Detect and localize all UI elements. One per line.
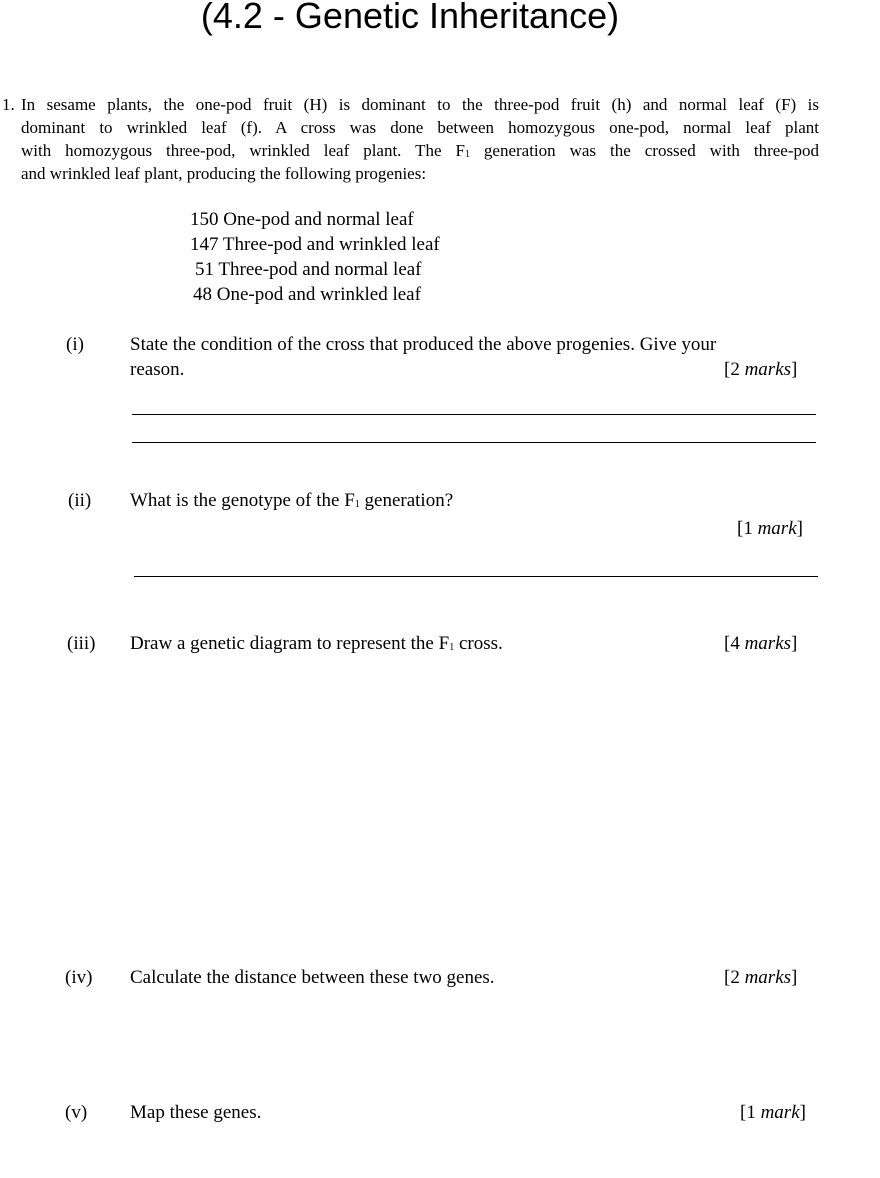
marks-label: [2 marks] [724,967,798,988]
progeny-row: 51 Three-pod and normal leaf [195,259,422,280]
sub-question-text: What is the genotype of the $F_1$ generation? [130,490,454,511]
question-line-1: In sesame plants, the one-pod fruit (H) is dominant to the three-pod fruit (h) and normal leaf (F) is [21,95,819,114]
sub-question-number: (iv) [65,967,93,988]
sub-question-text-cont: reason. [130,359,185,380]
question-line-4: and wrinkled leaf plant, producing the following progenies: [21,164,427,183]
progeny-list [190,207,440,307]
answer-line[interactable] [134,576,818,577]
question-line-3 [21,139,819,162]
question-line-2: dominant to wrinkled leaf (f). A cross was done between homozygous one-pod, normal leaf plant [21,118,819,137]
sub-question-text: State the condition of the cross that produced the above progenies. Give your [130,334,717,355]
marks-label: [1 mark] [740,1102,806,1123]
question-text [21,93,819,185]
sub-question-number: (v) [65,1102,88,1123]
sub-question-text: Map these genes. [130,1102,262,1123]
diagram-answer-space[interactable] [130,670,820,950]
question-number: 1. [2,95,15,114]
calculation-answer-space[interactable] [130,1000,820,1090]
sub-question-text: Draw a genetic diagram to represent the $F_1$ cross. [130,633,503,654]
sub-question-number: (iii) [67,633,96,654]
question-line-3-start: with homozygous three-pod, wrinkled leaf plant. The [21,141,456,160]
sub-question-number: (i) [66,334,84,355]
progeny-row: 147 Three-pod and wrinkled leaf [190,234,440,255]
marks-label: [4 marks] [724,633,798,654]
sub-question-number: (ii) [68,490,92,511]
progeny-row: 150 One-pod and normal leaf [190,209,414,230]
progeny-row: 48 One-pod and wrinkled leaf [193,284,421,305]
marks-label: [2 marks] [724,359,798,380]
page-title: (4.2 - Genetic Inheritance) [200,0,620,36]
answer-line[interactable] [132,442,816,443]
answer-line[interactable] [132,414,816,415]
sub-question-text: Calculate the distance between these two genes. [130,967,495,988]
marks-label: [1 mark] [737,518,803,539]
question-line-3-end: generation was the crossed with three-pod [469,141,820,160]
f1-symbol: $F_1$ [455,141,470,160]
